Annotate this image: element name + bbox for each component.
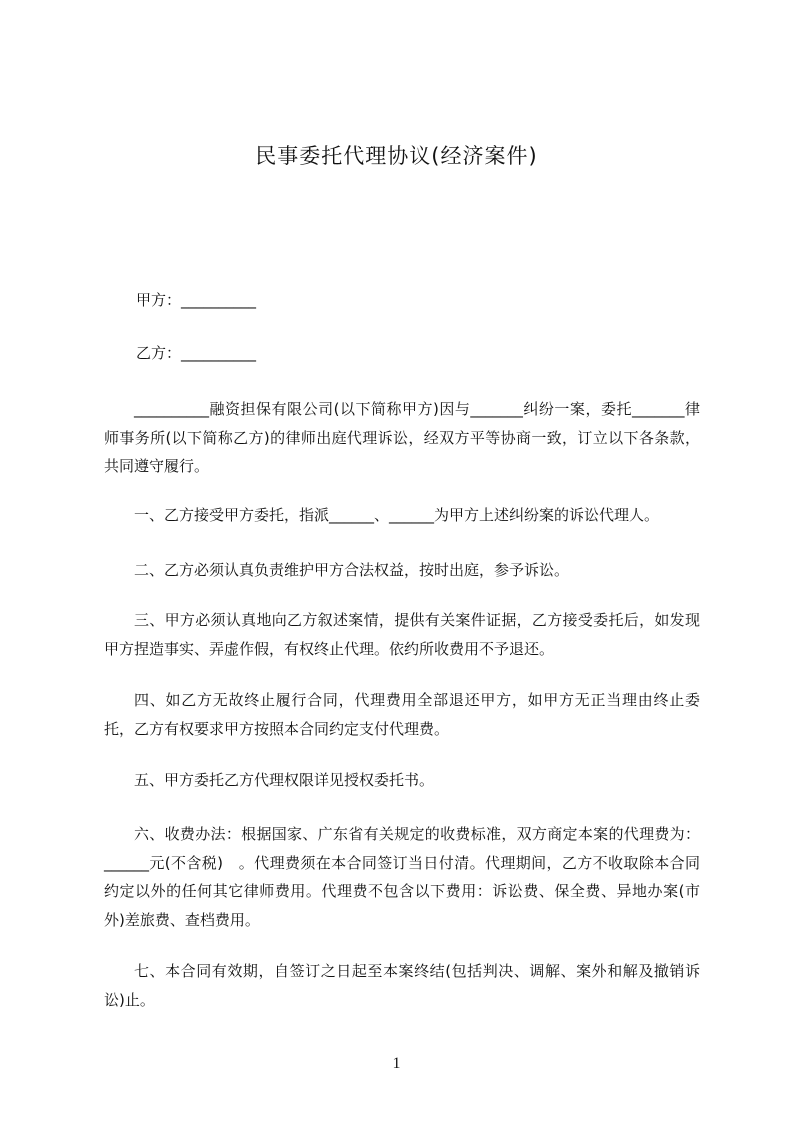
preamble-paragraph: __________融资担保有限公司(以下简称甲方)因与_______纠纷一案，委托_______律师事务所(以下简称乙方)的律师出庭代理诉讼，经双方平等协商一致，订立以下各条款，共同遵守履行。 bbox=[104, 400, 700, 475]
clause-3: 三、甲方必须认真地向乙方叙述案情，提供有关案件证据，乙方接受委托后，如发现甲方捏造事实、弄虚作假，有权终止代理。依约所收费用不予退还。 bbox=[104, 611, 700, 658]
party-a-line: 甲方：__________ bbox=[136, 291, 257, 309]
document-title: 民事委托代理协议(经济案件) bbox=[255, 144, 538, 168]
clause-2: 二、乙方必须认真负责维护甲方合法权益，按时出庭，参予诉讼。 bbox=[134, 561, 570, 579]
party-b-line: 乙方：__________ bbox=[136, 344, 257, 362]
clause-4: 四、如乙方无故终止履行合同，代理费用全部退还甲方，如甲方无正当理由终止委托，乙方有权要求甲方按照本合同约定支付代理费。 bbox=[104, 691, 700, 738]
clause-7: 七、本合同有效期，自签订之日起至本案终结(包括判决、调解、案外和解及撤销诉讼)止。 bbox=[104, 962, 700, 1009]
clause-5: 五、甲方委托乙方代理权限详见授权委托书。 bbox=[134, 771, 435, 789]
clause-6: 六、收费办法：根据国家、广东省有关规定的收费标准，双方商定本案的代理费为：______元(不含税) 。代理费须在本合同签订当日付清。代理期间，乙方不收取除本合同约定以外的任何其它律师费用。代理费不包含以下费用：诉讼费、保全费、异地办案(市外)差旅费、查档费用。 bbox=[104, 825, 700, 929]
page-number: 1 bbox=[392, 1055, 401, 1072]
clause-1: 一、乙方接受甲方委托，指派______、______为甲方上述纠纷案的诉讼代理人。 bbox=[134, 506, 660, 524]
